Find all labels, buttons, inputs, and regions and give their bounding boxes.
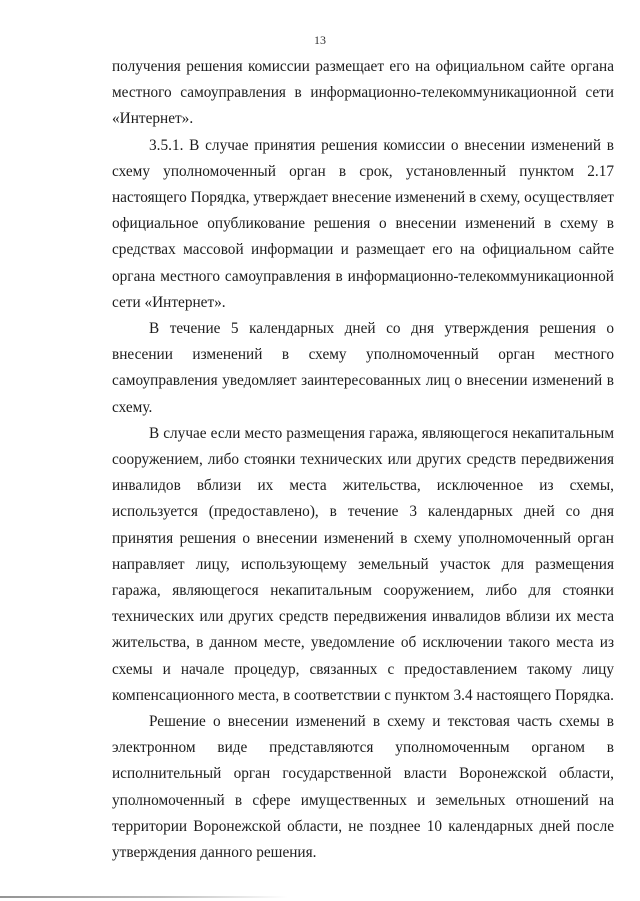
paragraph-continuation: получения решения комиссии размещает его на официальном сайте органа местного самоуправления в информационно-телекоммуникационной сети «Интернет». [112, 58, 614, 128]
scan-edge-line [0, 896, 640, 898]
page-number: 13 [314, 33, 326, 47]
paragraph-3-5-1: 3.5.1. В случае принятия решения комиссии о внесении изменений в схему уполномоченный орган в срок, установленный пунктом 2.17 настоящего Порядка, утверждает внесение изменений в схему, осуществляет официальное опубликование решения о внесении изменений в схему в средствах массовой информации и размещает его на официальном сайте органа местного самоуправления в информационно-телекоммуникационной сети «Интернет». [112, 136, 614, 311]
paragraph-notification: В течение 5 календарных дней со дня утверждения решения о внесении изменений в схему уполномоченный орган местного самоуправления уведомляет заинтересованных лиц о внесении изменений в схему. [112, 320, 614, 416]
paragraph-submission: Решение о внесении изменений в схему и текстовая часть схемы в электронном виде представляются уполномоченным органом в исполнительный орган государственной власти Воронежской области, уполномоченный в сфере имущественных и земельных отношений на территории Воронежской области, не позднее 10 календарных дней после утверждения данного решения. [112, 713, 614, 862]
document-body [112, 54, 614, 866]
paragraph-excluded-place: В случае если место размещения гаража, являющегося некапитальным сооружением, либо стоянки технических или других средств передвижения инвалидов вблизи их места жительства, исключенное из схемы, используется (предоставлено), в течение 3 календарных дней со дня принятия решения о внесении изменений в схему уполномоченный орган направляет лицу, использующему земельный участок для размещения гаража, являющегося некапитальным сооружением, либо для стоянки технических или других средств передвижения инвалидов вблизи их места жительства, в данном месте, уведомление об исключении такого места из схемы и начале процедур, связанных с предоставлением такому лицу компенсационного места, в соответствии с пунктом 3.4 настоящего Порядка. [112, 424, 614, 704]
